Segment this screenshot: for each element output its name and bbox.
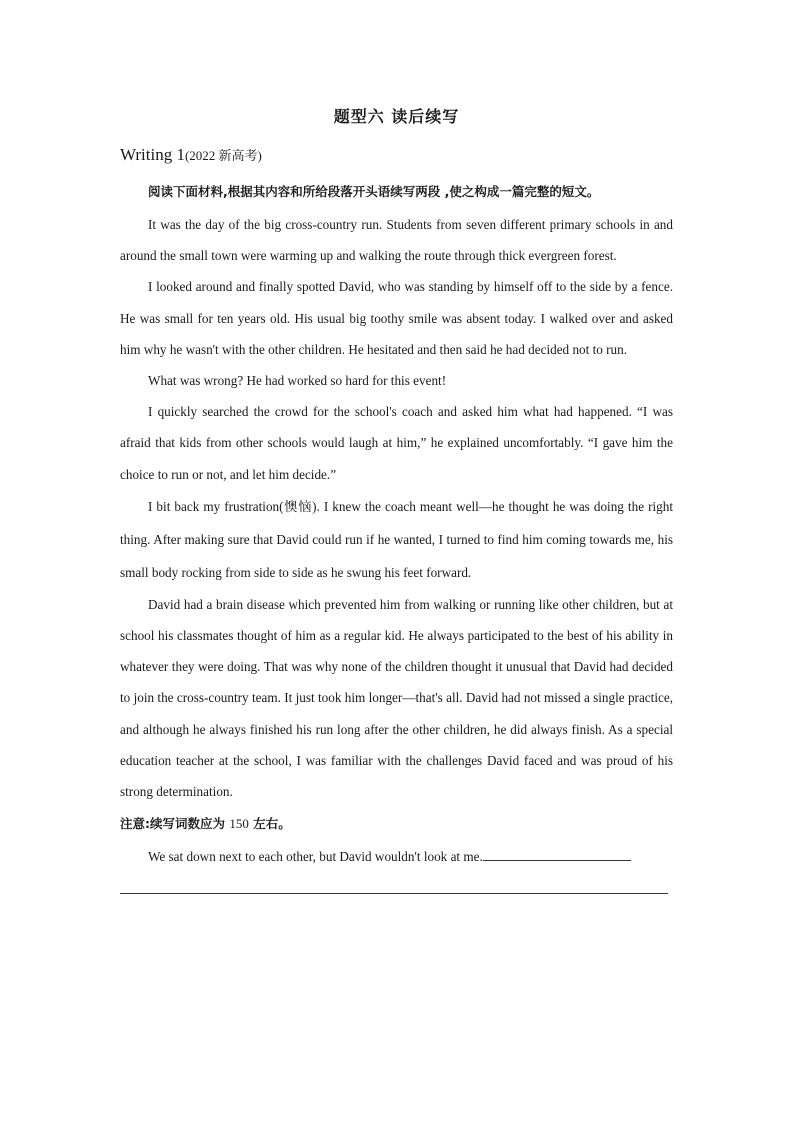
story-paragraph-1: It was the day of the big cross-country run. Students from seven different primary schools in and around the small town were warming up and walking the route through thick evergreen forest. [120,217,673,264]
answer-blank-inline[interactable] [483,846,631,861]
note-label: 注意:续写词数应为 [120,816,225,832]
section-title: 题型六 读后续写 [333,107,460,126]
story-paragraph-6: David had a brain disease which prevented him from walking or running like other children, but at school his classmates thought of him as a regular kid. He always participated to the best of his ability in whatever they were doing. That was why none of the children thought it unusual that David had decided to join the cross-country team. It just took him longer—that's all. David had not missed a single practice, and although he always finished his run long after the other children, he did always finish. As a special education teacher at the school, I was familiar with the challenges David faced and was proud of his strong determination. [120,596,673,800]
continuation-text: We sat down next to each other, but David wouldn't look at me. [148,849,483,865]
story-paragraph-4: I quickly searched the crowd for the school's coach and asked him what had happened. “I was afraid that kids from other schools would laugh at him,” he explained uncomfortably. “I gave him the choice to run or not, and let him decide.” [120,404,673,482]
word-count-note [120,813,673,835]
story-paragraph-3: What was wrong? He had worked so hard for this event! [148,373,447,389]
document-page [120,104,673,894]
story-paragraph-5: I bit back my frustration(懊恼). I knew the coach meant well—he thought he was doing the right thing. After making sure that David could run if he wanted, I turned to find him coming towards me, his small body rocking from side to side as he swung his feet forward. [120,498,673,580]
continuation-prompt [120,843,673,871]
writing-number: Writing 1 [120,145,185,164]
writing-heading [120,144,673,167]
writing-source: (2022 新高考) [184,148,262,163]
instruction-text: 阅读下面材料,根据其内容和所给段落开头语续写两段 ,使之构成一篇完整的短文。 [148,184,600,199]
note-count: 150 [229,816,249,832]
answer-blank-line[interactable] [120,871,668,894]
note-suffix: 左右。 [253,816,291,832]
story-paragraph-2: I looked around and finally spotted David, who was standing by himself off to the side by a fence. He was small for ten years old. His usual big toothy smile was absent today. I walked over and asked him why he wasn't with the other children. He hesitated and then said he had decided not to run. [120,279,673,357]
